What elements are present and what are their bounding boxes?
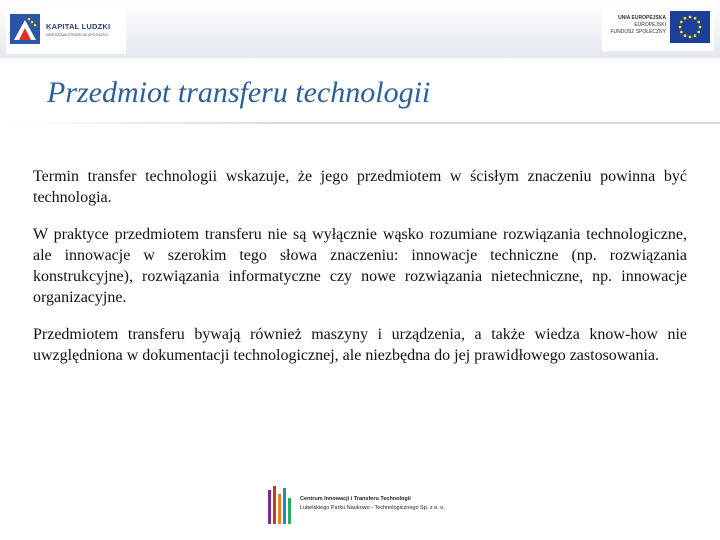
kapital-ludzki-name: KAPITAŁ LUDZKI xyxy=(46,22,111,31)
header-bar xyxy=(0,0,720,58)
citt-emblem-icon xyxy=(266,484,296,528)
eu-logo-line1: UNIA EUROPEJSKA xyxy=(618,15,666,21)
slide-title: Przedmiot transferu technologii xyxy=(47,76,431,109)
eu-social-fund-logo xyxy=(602,5,714,51)
paragraph-3: Przedmiotem transferu bywają również maszyny i urządzenia, a także wiedza know-how nie uwzględniona w dokumentacji technologicznej, ale niezbędna do jej prawidłowego zastosowania. xyxy=(33,326,687,364)
kapital-ludzki-logo xyxy=(6,4,126,54)
kapital-ludzki-tagline: NARODOWA STRATEGIA SPÓJNOŚCI xyxy=(46,33,109,37)
footer-logo-line2: Lubelskiego Parku Naukowo - Technologicznego Sp. z o. o. xyxy=(300,505,445,511)
eu-logo-text xyxy=(606,15,666,36)
eu-logo-line2: EUROPEJSKI xyxy=(634,22,666,28)
paragraph-2: W praktyce przedmiotem transferu nie są wyłącznie wąsko rozumiane rozwiązania technologiczne, ale innowacje w szerokim tego słowa znaczeniu: innowacje techniczne (np. rozwiązania konstrukcyjne), rozwiązania informatyczne czy nowe rozwiązania nietechniczne, np. innowacje organizacyjne. xyxy=(33,226,687,306)
footer-logo-line1: Centrum Innowacji i Transferu Technologii xyxy=(300,496,411,502)
eu-logo-line3: FUNDUSZ SPOŁECZNY xyxy=(610,29,666,35)
slide-body xyxy=(33,166,687,382)
kapital-ludzki-emblem-icon xyxy=(10,14,40,44)
title-divider xyxy=(0,122,720,124)
eu-flag-icon xyxy=(670,11,710,43)
footer-logo xyxy=(266,484,456,530)
paragraph-1: Termin transfer technologii wskazuje, że jego przedmiotem w ścisłym znaczeniu powinna być technologia. xyxy=(33,168,687,206)
